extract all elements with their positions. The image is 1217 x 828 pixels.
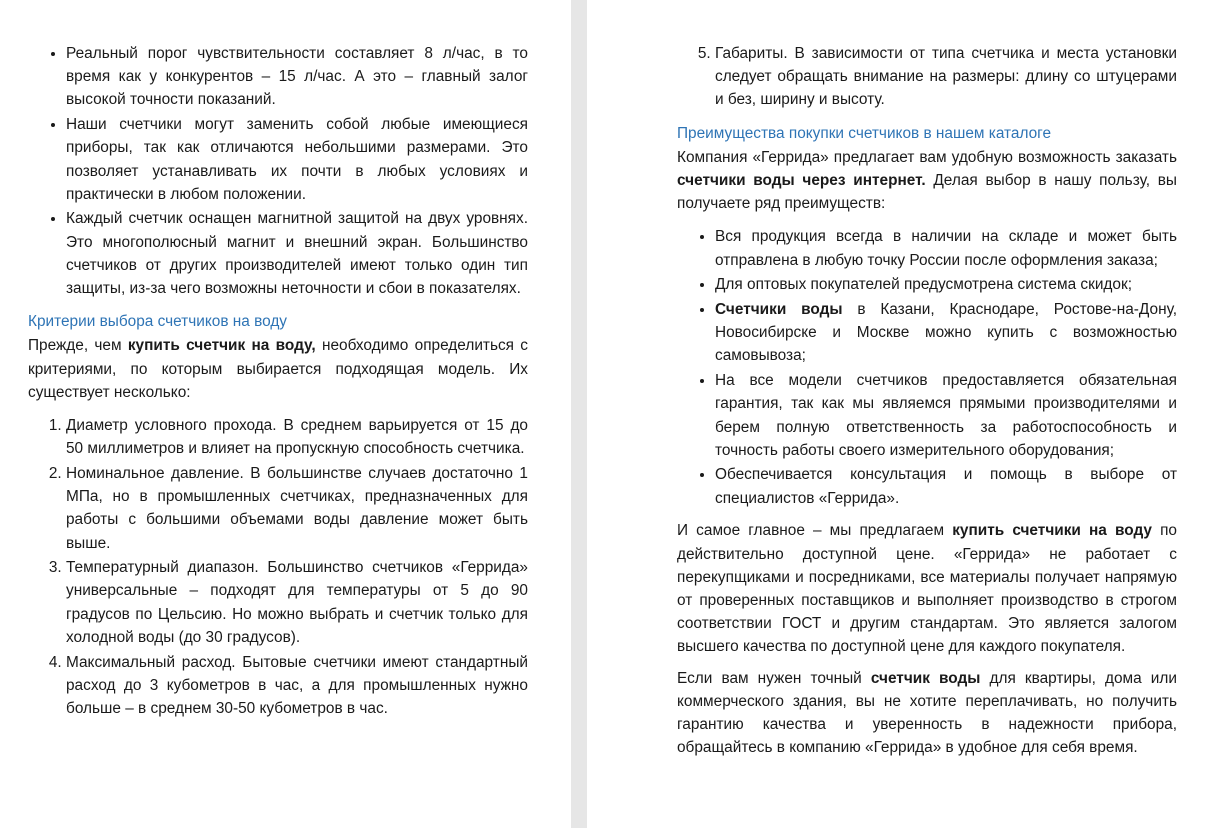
text-run: Компания «Геррида» предлагает вам удобную возможность заказать <box>677 148 1177 166</box>
spacer <box>28 404 528 414</box>
criteria-intro-paragraph <box>28 334 528 404</box>
text-run: И самое главное – мы предлагаем <box>677 522 953 540</box>
price-paragraph <box>677 519 1177 658</box>
criteria-numbered-list <box>28 414 528 720</box>
spacer <box>677 511 1177 519</box>
bold-text-run: Счетчики воды <box>715 301 843 319</box>
list-item: • На все модели счетчиков предоставляется обязательная гарантия, так как мы являемся прямыми производителями и берем полную ответственность за работоспособность и точность работы своего измерительного оборудования; <box>715 369 1177 462</box>
list-item: • Вся продукция всегда в наличии на складе и может быть отправлена в любую точку России после оформления заказа; <box>715 225 1177 271</box>
features-bullet-list <box>28 42 528 300</box>
criteria-numbered-list-continued <box>677 42 1177 112</box>
section-heading-criteria: Критерии выбора счетчиков на воду <box>28 313 288 331</box>
spacer <box>677 215 1177 225</box>
spacer <box>677 659 1177 667</box>
list-item: • Реальный порог чувствительности составляет 8 л/час, в то время как у конкурентов – 15 л/час. А это – главный залог высокой точности показаний. <box>66 42 528 112</box>
list-item <box>715 298 1177 368</box>
text-run: Делая выбор в нашу пользу, вы получаете ряд преимуществ: <box>677 172 1177 213</box>
list-item: • Для оптовых покупателей предусмотрена система скидок; <box>715 273 1177 296</box>
text-run: в Казани, Краснодаре, Ростове-на-Дону, Новосибирске и Москве можно купить с возможностью самовывоза; <box>715 301 1177 365</box>
advantages-bullet-list <box>677 225 1177 509</box>
text-run: для квартиры, дома или коммерческого здания, вы не хотите переплачивать, но получить гарантию качества и уверенность в надежности прибора, обращайтесь в компанию «Геррида» в удобное для себя время. <box>677 669 1177 757</box>
page-content-right <box>677 42 1177 759</box>
text-run: Если вам нужен точный <box>677 669 871 687</box>
text-run: необходимо определиться с критериями, по которым выбирается подходящая модель. Их существует несколько: <box>28 337 528 401</box>
text-run: по действительно доступной цене. «Геррида» не работает с перекупщиками и посредниками, все материалы получает напрямую от проверенных поставщиков и выполняет производство в строгом соответствии ГОСТ и другим стандартам. Это является залогом высшего качества по доступной цене для каждого покупателя. <box>677 522 1177 656</box>
bold-text-run: купить счетчики на воду <box>952 522 1152 540</box>
advantages-intro-paragraph <box>677 146 1177 216</box>
closing-paragraph <box>677 667 1177 760</box>
list-item: 3. Температурный диапазон. Большинство счетчиков «Геррида» универсальные – подходят для температуры от 5 до 90 градусов по Цельсию. Но можно выбрать и счетчик только для холодной воды (до 30 градусов). <box>66 556 528 649</box>
list-item: 4. Максимальный расход. Бытовые счетчики имеют стандартный расход до 3 кубометров в час, а для промышленных нужно больше – в среднем 30-50 кубометров в час. <box>66 651 528 721</box>
bold-text-run: купить счетчик на воду, <box>127 337 316 355</box>
page-content-left <box>28 42 528 722</box>
bold-text-run: счетчики воды через интернет. <box>677 172 926 190</box>
list-item: 1. Диаметр условного прохода. В среднем варьируется от 15 до 50 миллиметров и влияет на пропускную способность счетчика. <box>66 414 528 460</box>
bold-text-run: счетчик воды <box>870 669 981 687</box>
document-page-right <box>587 0 1217 828</box>
list-item: • Каждый счетчик оснащен магнитной защитой на двух уровнях. Это многополюсный магнит и внешний экран. Большинство счетчиков от других производителей имеют только один тип защиты, из-за чего возможны неточности и сбои в показателях. <box>66 207 528 300</box>
text-run: Прежде, чем <box>28 337 128 355</box>
list-item: 2. Номинальное давление. В большинстве случаев достаточно 1 МПа, но в промышленных счетчиках, предназначенных для работы с большими объемами воды давление может быть выше. <box>66 462 528 555</box>
section-heading-advantages: Преимущества покупки счетчиков в нашем каталоге <box>677 124 1052 142</box>
document-page-left <box>0 0 571 828</box>
list-item: • Наши счетчики могут заменить собой любые имеющиеся приборы, так как отличаются небольшими размерами. Это позволяет устанавливать их почти в любых условиях и практически в любом положении. <box>66 113 528 206</box>
list-item: 5. Габариты. В зависимости от типа счетчика и места установки следует обращать внимание на размеры: длину со штуцерами и без, ширину и высоту. <box>715 42 1177 112</box>
list-item: • Обеспечивается консультация и помощь в выборе от специалистов «Геррида». <box>715 463 1177 509</box>
